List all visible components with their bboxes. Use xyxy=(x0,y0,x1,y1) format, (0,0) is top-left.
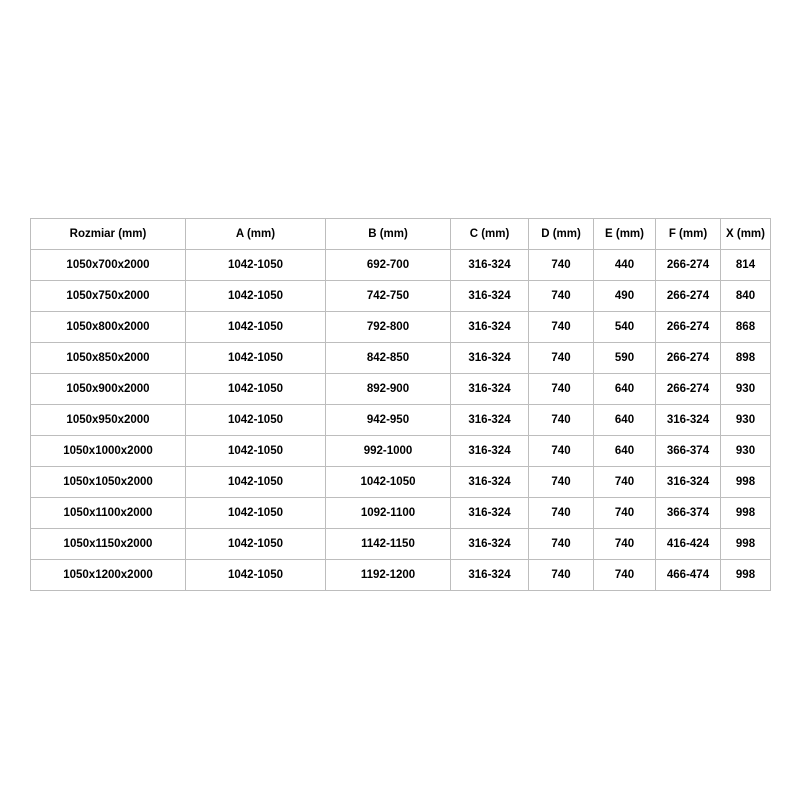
cell-size: 1050x1100x2000 xyxy=(31,498,186,529)
table-row xyxy=(31,467,771,498)
cell-b: 1092-1100 xyxy=(326,498,451,529)
table-row xyxy=(31,498,771,529)
cell-e: 740 xyxy=(594,560,656,591)
cell-x: 930 xyxy=(721,374,771,405)
cell-f: 466-474 xyxy=(656,560,721,591)
cell-c: 316-324 xyxy=(451,250,529,281)
cell-e: 640 xyxy=(594,405,656,436)
cell-b: 742-750 xyxy=(326,281,451,312)
cell-e: 740 xyxy=(594,529,656,560)
cell-size: 1050x1200x2000 xyxy=(31,560,186,591)
cell-b: 992-1000 xyxy=(326,436,451,467)
cell-x: 998 xyxy=(721,498,771,529)
cell-d: 740 xyxy=(529,560,594,591)
table-body xyxy=(31,250,771,591)
cell-size: 1050x950x2000 xyxy=(31,405,186,436)
cell-c: 316-324 xyxy=(451,529,529,560)
cell-b: 692-700 xyxy=(326,250,451,281)
cell-size: 1050x900x2000 xyxy=(31,374,186,405)
cell-e: 640 xyxy=(594,374,656,405)
cell-a: 1042-1050 xyxy=(186,560,326,591)
cell-c: 316-324 xyxy=(451,281,529,312)
dimensions-table xyxy=(30,218,771,591)
table-row xyxy=(31,436,771,467)
cell-size: 1050x850x2000 xyxy=(31,343,186,374)
cell-size: 1050x1050x2000 xyxy=(31,467,186,498)
cell-c: 316-324 xyxy=(451,405,529,436)
cell-x: 930 xyxy=(721,436,771,467)
cell-x: 814 xyxy=(721,250,771,281)
cell-c: 316-324 xyxy=(451,467,529,498)
table-row xyxy=(31,250,771,281)
cell-d: 740 xyxy=(529,250,594,281)
cell-c: 316-324 xyxy=(451,498,529,529)
table-row xyxy=(31,374,771,405)
cell-size: 1050x700x2000 xyxy=(31,250,186,281)
table-row xyxy=(31,529,771,560)
cell-e: 740 xyxy=(594,498,656,529)
cell-d: 740 xyxy=(529,467,594,498)
cell-size: 1050x1150x2000 xyxy=(31,529,186,560)
cell-b: 1192-1200 xyxy=(326,560,451,591)
cell-e: 440 xyxy=(594,250,656,281)
table-row xyxy=(31,560,771,591)
cell-d: 740 xyxy=(529,374,594,405)
table-row xyxy=(31,405,771,436)
table-row xyxy=(31,281,771,312)
cell-d: 740 xyxy=(529,405,594,436)
column-header-a: A (mm) xyxy=(186,219,326,250)
column-header-x: X (mm) xyxy=(721,219,771,250)
cell-b: 1042-1050 xyxy=(326,467,451,498)
column-header-f: F (mm) xyxy=(656,219,721,250)
cell-e: 640 xyxy=(594,436,656,467)
column-header-rozmiar: Rozmiar (mm) xyxy=(31,219,186,250)
cell-d: 740 xyxy=(529,281,594,312)
cell-c: 316-324 xyxy=(451,374,529,405)
cell-c: 316-324 xyxy=(451,312,529,343)
cell-x: 998 xyxy=(721,529,771,560)
cell-b: 842-850 xyxy=(326,343,451,374)
cell-f: 366-374 xyxy=(656,498,721,529)
cell-c: 316-324 xyxy=(451,560,529,591)
cell-x: 840 xyxy=(721,281,771,312)
cell-x: 868 xyxy=(721,312,771,343)
cell-b: 942-950 xyxy=(326,405,451,436)
cell-f: 316-324 xyxy=(656,467,721,498)
table-header-row xyxy=(31,219,771,250)
cell-f: 366-374 xyxy=(656,436,721,467)
cell-a: 1042-1050 xyxy=(186,467,326,498)
cell-e: 590 xyxy=(594,343,656,374)
cell-c: 316-324 xyxy=(451,436,529,467)
cell-a: 1042-1050 xyxy=(186,281,326,312)
cell-size: 1050x800x2000 xyxy=(31,312,186,343)
column-header-b: B (mm) xyxy=(326,219,451,250)
column-header-d: D (mm) xyxy=(529,219,594,250)
cell-f: 266-274 xyxy=(656,250,721,281)
cell-f: 316-324 xyxy=(656,405,721,436)
column-header-c: C (mm) xyxy=(451,219,529,250)
cell-c: 316-324 xyxy=(451,343,529,374)
cell-a: 1042-1050 xyxy=(186,312,326,343)
dimensions-table-container xyxy=(30,218,770,591)
cell-d: 740 xyxy=(529,498,594,529)
cell-size: 1050x750x2000 xyxy=(31,281,186,312)
cell-d: 740 xyxy=(529,312,594,343)
cell-a: 1042-1050 xyxy=(186,250,326,281)
cell-d: 740 xyxy=(529,529,594,560)
cell-b: 1142-1150 xyxy=(326,529,451,560)
cell-f: 416-424 xyxy=(656,529,721,560)
table-header xyxy=(31,219,771,250)
cell-e: 540 xyxy=(594,312,656,343)
cell-b: 892-900 xyxy=(326,374,451,405)
cell-d: 740 xyxy=(529,343,594,374)
cell-x: 898 xyxy=(721,343,771,374)
cell-f: 266-274 xyxy=(656,312,721,343)
table-row xyxy=(31,312,771,343)
table-row xyxy=(31,343,771,374)
cell-a: 1042-1050 xyxy=(186,498,326,529)
cell-x: 930 xyxy=(721,405,771,436)
cell-f: 266-274 xyxy=(656,281,721,312)
cell-size: 1050x1000x2000 xyxy=(31,436,186,467)
cell-a: 1042-1050 xyxy=(186,529,326,560)
cell-x: 998 xyxy=(721,467,771,498)
cell-f: 266-274 xyxy=(656,374,721,405)
cell-e: 490 xyxy=(594,281,656,312)
cell-f: 266-274 xyxy=(656,343,721,374)
cell-a: 1042-1050 xyxy=(186,436,326,467)
cell-a: 1042-1050 xyxy=(186,405,326,436)
cell-x: 998 xyxy=(721,560,771,591)
cell-b: 792-800 xyxy=(326,312,451,343)
cell-d: 740 xyxy=(529,436,594,467)
cell-e: 740 xyxy=(594,467,656,498)
cell-a: 1042-1050 xyxy=(186,374,326,405)
cell-a: 1042-1050 xyxy=(186,343,326,374)
column-header-e: E (mm) xyxy=(594,219,656,250)
